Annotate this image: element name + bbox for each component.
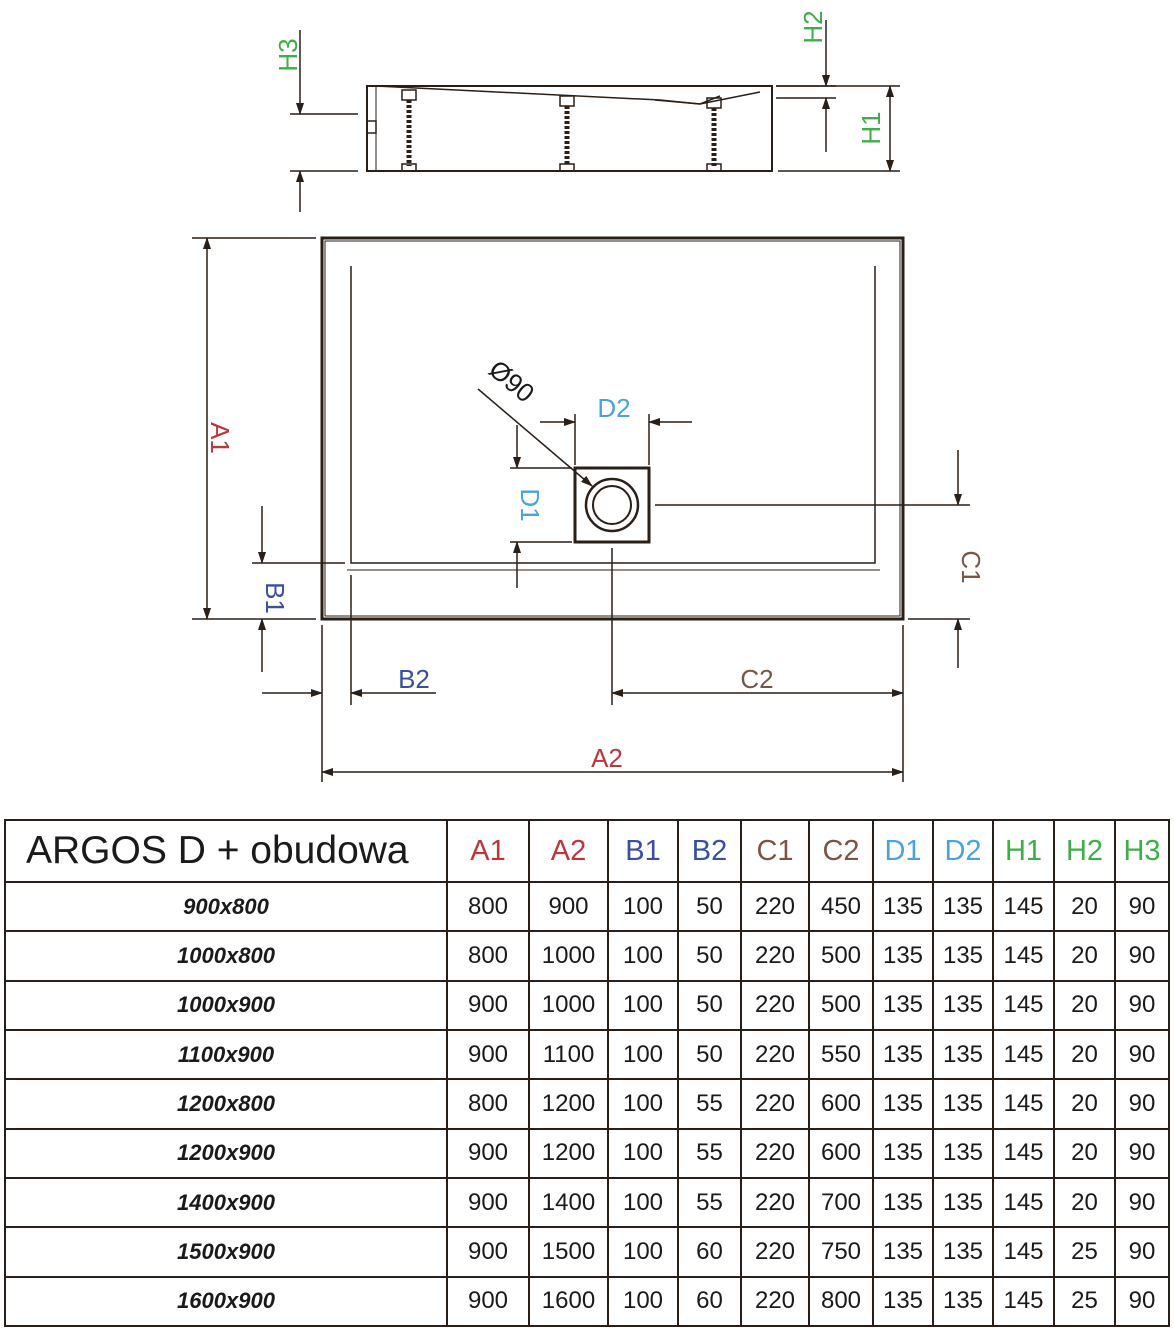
value-cell-h1: 145	[993, 1178, 1054, 1227]
value-cell-h2: 25	[1054, 1227, 1115, 1276]
model-size-cell: 1400x900	[5, 1178, 447, 1227]
dimension-c1	[655, 450, 970, 668]
value-cell-a2: 1000	[529, 981, 608, 1030]
value-cell-a2: 1600	[529, 1277, 608, 1326]
label-a1: A1	[205, 422, 235, 454]
table-header-row	[5, 820, 1169, 882]
value-cell-c2: 500	[809, 931, 873, 980]
value-cell-h3: 90	[1115, 1178, 1169, 1227]
value-cell-a1: 900	[447, 1030, 529, 1079]
value-cell-h3: 90	[1115, 1079, 1169, 1128]
column-header-c1: C1	[741, 820, 809, 882]
label-drain-diameter: Ø90	[483, 353, 541, 409]
column-header-a2: A2	[529, 820, 608, 882]
adjustable-leg-icon	[707, 98, 721, 171]
value-cell-d2: 135	[933, 1129, 993, 1178]
label-b1: B1	[260, 582, 290, 614]
column-header-b2: B2	[678, 820, 741, 882]
label-a2: A2	[591, 743, 623, 773]
value-cell-b2: 50	[678, 931, 741, 980]
value-cell-b1: 100	[608, 1030, 678, 1079]
value-cell-a2: 1500	[529, 1227, 608, 1276]
table-row	[5, 1277, 1169, 1326]
value-cell-h1: 145	[993, 882, 1054, 931]
value-cell-b1: 100	[608, 1129, 678, 1178]
column-header-h1: H1	[993, 820, 1054, 882]
value-cell-a1: 800	[447, 1079, 529, 1128]
value-cell-a1: 900	[447, 1277, 529, 1326]
model-size-cell: 1200x900	[5, 1129, 447, 1178]
value-cell-b2: 55	[678, 1129, 741, 1178]
value-cell-b2: 55	[678, 1079, 741, 1128]
value-cell-h1: 145	[993, 931, 1054, 980]
value-cell-d2: 135	[933, 931, 993, 980]
label-d1: D1	[515, 488, 545, 522]
label-h2: H2	[798, 10, 828, 44]
value-cell-c1: 220	[741, 1129, 809, 1178]
value-cell-a1: 900	[447, 1129, 529, 1178]
value-cell-b1: 100	[608, 1178, 678, 1227]
value-cell-b1: 100	[608, 931, 678, 980]
dimensions-table	[4, 819, 1170, 1327]
value-cell-c2: 500	[809, 981, 873, 1030]
value-cell-c2: 550	[809, 1030, 873, 1079]
value-cell-d2: 135	[933, 1178, 993, 1227]
value-cell-c2: 450	[809, 882, 873, 931]
value-cell-d2: 135	[933, 1227, 993, 1276]
label-c1: C1	[956, 550, 986, 584]
model-size-cell: 1600x900	[5, 1277, 447, 1326]
table-row	[5, 1079, 1169, 1128]
column-header-h2: H2	[1054, 820, 1115, 882]
value-cell-b2: 55	[678, 1178, 741, 1227]
value-cell-c2: 800	[809, 1277, 873, 1326]
model-size-cell: 900x800	[5, 882, 447, 931]
value-cell-a1: 900	[447, 1178, 529, 1227]
adjustable-leg-icon	[560, 96, 574, 171]
value-cell-h1: 145	[993, 1079, 1054, 1128]
value-cell-h2: 20	[1054, 931, 1115, 980]
value-cell-h3: 90	[1115, 1277, 1169, 1326]
value-cell-a1: 900	[447, 1227, 529, 1276]
value-cell-a1: 900	[447, 981, 529, 1030]
value-cell-b1: 100	[608, 1079, 678, 1128]
value-cell-c1: 220	[741, 1277, 809, 1326]
column-header-d2: D2	[933, 820, 993, 882]
value-cell-c1: 220	[741, 1178, 809, 1227]
value-cell-d2: 135	[933, 1277, 993, 1326]
value-cell-d1: 135	[873, 882, 933, 931]
value-cell-a2: 1000	[529, 931, 608, 980]
table-row	[5, 1178, 1169, 1227]
value-cell-a2: 1100	[529, 1030, 608, 1079]
value-cell-d2: 135	[933, 981, 993, 1030]
value-cell-a2: 1400	[529, 1178, 608, 1227]
value-cell-h2: 20	[1054, 981, 1115, 1030]
table-row	[5, 931, 1169, 980]
table-row	[5, 981, 1169, 1030]
value-cell-h3: 90	[1115, 981, 1169, 1030]
value-cell-a2: 900	[529, 882, 608, 931]
column-header-d1: D1	[873, 820, 933, 882]
value-cell-c1: 220	[741, 1030, 809, 1079]
table-title: ARGOS D + obudowa	[5, 820, 447, 882]
value-cell-d2: 135	[933, 1079, 993, 1128]
value-cell-d2: 135	[933, 882, 993, 931]
label-h1: H1	[856, 111, 886, 145]
value-cell-d2: 135	[933, 1030, 993, 1079]
model-size-cell: 1000x900	[5, 981, 447, 1030]
value-cell-d1: 135	[873, 1079, 933, 1128]
value-cell-h2: 20	[1054, 882, 1115, 931]
side-view	[367, 86, 772, 171]
value-cell-h1: 145	[993, 981, 1054, 1030]
value-cell-h2: 20	[1054, 1178, 1115, 1227]
value-cell-d1: 135	[873, 1178, 933, 1227]
value-cell-c1: 220	[741, 931, 809, 980]
value-cell-c1: 220	[741, 981, 809, 1030]
value-cell-d1: 135	[873, 981, 933, 1030]
value-cell-b2: 60	[678, 1227, 741, 1276]
value-cell-b2: 60	[678, 1277, 741, 1326]
value-cell-h1: 145	[993, 1030, 1054, 1079]
value-cell-h1: 145	[993, 1277, 1054, 1326]
value-cell-h2: 20	[1054, 1030, 1115, 1079]
model-size-cell: 1500x900	[5, 1227, 447, 1276]
value-cell-d1: 135	[873, 1129, 933, 1178]
value-cell-h3: 90	[1115, 882, 1169, 931]
value-cell-d1: 135	[873, 1030, 933, 1079]
value-cell-a1: 800	[447, 931, 529, 980]
value-cell-h1: 145	[993, 1129, 1054, 1178]
value-cell-c2: 600	[809, 1079, 873, 1128]
value-cell-h1: 145	[993, 1227, 1054, 1276]
column-header-c2: C2	[809, 820, 873, 882]
value-cell-c1: 220	[741, 1079, 809, 1128]
value-cell-a1: 800	[447, 882, 529, 931]
value-cell-h3: 90	[1115, 1227, 1169, 1276]
adjustable-leg-icon	[402, 90, 416, 171]
value-cell-c2: 600	[809, 1129, 873, 1178]
value-cell-c2: 750	[809, 1227, 873, 1276]
value-cell-a2: 1200	[529, 1129, 608, 1178]
table-row	[5, 1030, 1169, 1079]
value-cell-h2: 20	[1054, 1129, 1115, 1178]
table-row	[5, 882, 1169, 931]
value-cell-h2: 25	[1054, 1277, 1115, 1326]
label-h3: H3	[273, 38, 303, 72]
column-header-b1: B1	[608, 820, 678, 882]
value-cell-d1: 135	[873, 1277, 933, 1326]
column-header-h3: H3	[1115, 820, 1169, 882]
value-cell-d1: 135	[873, 1227, 933, 1276]
model-size-cell: 1100x900	[5, 1030, 447, 1079]
value-cell-b2: 50	[678, 1030, 741, 1079]
value-cell-c1: 220	[741, 882, 809, 931]
label-b2: B2	[398, 664, 430, 694]
model-size-cell: 1000x800	[5, 931, 447, 980]
value-cell-b1: 100	[608, 981, 678, 1030]
value-cell-c1: 220	[741, 1227, 809, 1276]
value-cell-b1: 100	[608, 1277, 678, 1326]
model-size-cell: 1200x800	[5, 1079, 447, 1128]
column-header-a1: A1	[447, 820, 529, 882]
value-cell-a2: 1200	[529, 1079, 608, 1128]
value-cell-d1: 135	[873, 931, 933, 980]
value-cell-c2: 700	[809, 1178, 873, 1227]
value-cell-h3: 90	[1115, 931, 1169, 980]
table-row	[5, 1129, 1169, 1178]
value-cell-b1: 100	[608, 1227, 678, 1276]
label-d2: D2	[597, 393, 631, 423]
value-cell-h2: 20	[1054, 1079, 1115, 1128]
value-cell-b2: 50	[678, 882, 741, 931]
value-cell-b1: 100	[608, 882, 678, 931]
value-cell-h3: 90	[1115, 1129, 1169, 1178]
value-cell-h3: 90	[1115, 1030, 1169, 1079]
label-c2: C2	[740, 664, 774, 694]
value-cell-b2: 50	[678, 981, 741, 1030]
table-row	[5, 1227, 1169, 1276]
